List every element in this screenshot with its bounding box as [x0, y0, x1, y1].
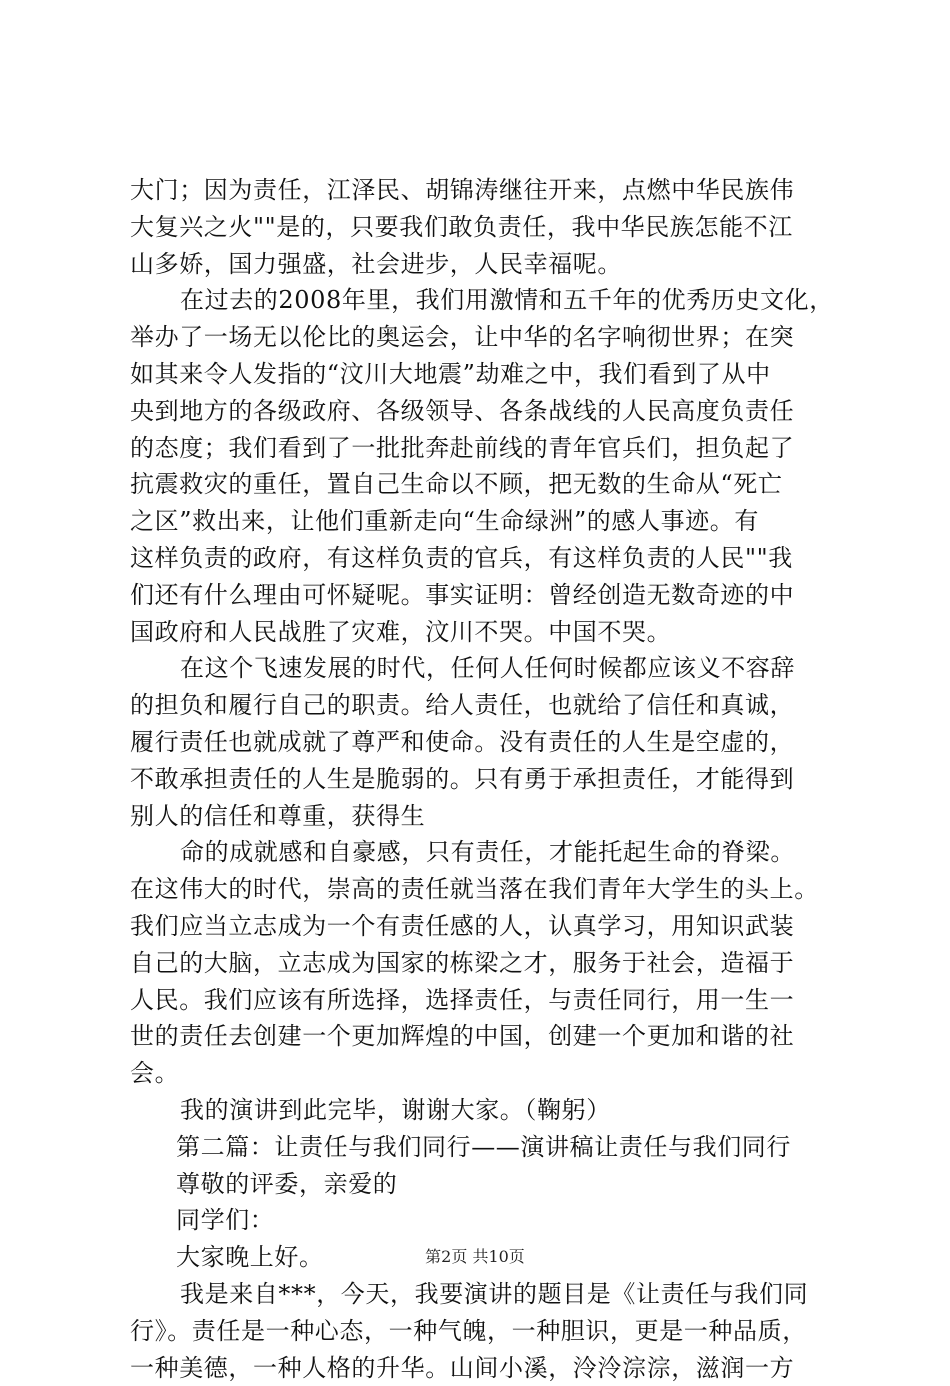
text-line: 在这个飞速发展的时代，任何人任何时候都应该义不容辞 — [130, 650, 830, 687]
text-line: 行》。责任是一种心态，一种气魄，一种胆识，更是一种品质， — [130, 1313, 830, 1350]
document-body — [130, 172, 830, 1386]
text-line: 第二篇：让责任与我们同行——演讲稿让责任与我们同行 — [130, 1129, 830, 1166]
text-line: 的担负和履行自己的职责。给人责任，也就给了信任和真诚， — [130, 687, 830, 724]
text-line: 我们应当立志成为一个有责任感的人，认真学习，用知识武装 — [130, 908, 830, 945]
page-footer: 第2页 共10页 — [0, 1244, 950, 1267]
text-line: 世的责任去创建一个更加辉煌的中国，创建一个更加和谐的社 — [130, 1018, 830, 1055]
text-line: 的态度；我们看到了一批批奔赴前线的青年官兵们，担负起了 — [130, 430, 830, 467]
text-line: 我是来自***，今天，我要演讲的题目是《让责任与我们同 — [130, 1276, 830, 1313]
text-line: 我的演讲到此完毕，谢谢大家。（鞠躬） — [130, 1092, 830, 1129]
text-line: 之区”救出来，让他们重新走向“生命绿洲”的感人事迹。有 — [130, 503, 830, 540]
text-line: 大家晚上好。 — [130, 1239, 830, 1276]
text-line: 这样负责的政府，有这样负责的官兵，有这样负责的人民""我 — [130, 540, 830, 577]
text-line: 举办了一场无以伦比的奥运会，让中华的名字响彻世界；在突 — [130, 319, 830, 356]
text-line: 央到地方的各级政府、各级领导、各条战线的人民高度负责任 — [130, 393, 830, 430]
text-line: 抗震救灾的重任，置自己生命以不顾，把无数的生命从“死亡 — [130, 466, 830, 503]
text-line: 在这伟大的时代，崇高的责任就当落在我们青年大学生的头上。 — [130, 871, 830, 908]
text-line: 大复兴之火""是的，只要我们敢负责任，我中华民族怎能不江 — [130, 209, 830, 246]
text-line: 别人的信任和尊重，获得生 — [130, 798, 830, 835]
text-line: 大门；因为责任，江泽民、胡锦涛继往开来，点燃中华民族伟 — [130, 172, 830, 209]
text-line: 如其来令人发指的“汶川大地震”劫难之中，我们看到了从中 — [130, 356, 830, 393]
text-line: 们还有什么理由可怀疑呢。事实证明：曾经创造无数奇迹的中 — [130, 577, 830, 614]
text-line: 在过去的2008年里，我们用激情和五千年的优秀历史文化， — [130, 282, 830, 319]
text-line: 自己的大脑，立志成为国家的栋梁之才，服务于社会，造福于 — [130, 945, 830, 982]
text-line: 国政府和人民战胜了灾难，汶川不哭。中国不哭。 — [130, 614, 830, 651]
text-line: 同学们： — [130, 1202, 830, 1239]
text-line: 人民。我们应该有所选择，选择责任，与责任同行，用一生一 — [130, 982, 830, 1019]
text-line: 尊敬的评委，亲爱的 — [130, 1166, 830, 1203]
text-line: 不敢承担责任的人生是脆弱的。只有勇于承担责任，才能得到 — [130, 761, 830, 798]
text-line: 命的成就感和自豪感，只有责任，才能托起生命的脊梁。 — [130, 834, 830, 871]
text-line: 山多娇，国力强盛，社会进步，人民幸福呢。 — [130, 246, 830, 283]
text-line: 一种美德，一种人格的升华。山间小溪，泠泠淙淙，滋润一方 — [130, 1350, 830, 1386]
text-line: 履行责任也就成就了尊严和使命。没有责任的人生是空虚的， — [130, 724, 830, 761]
text-line: 会。 — [130, 1055, 830, 1092]
